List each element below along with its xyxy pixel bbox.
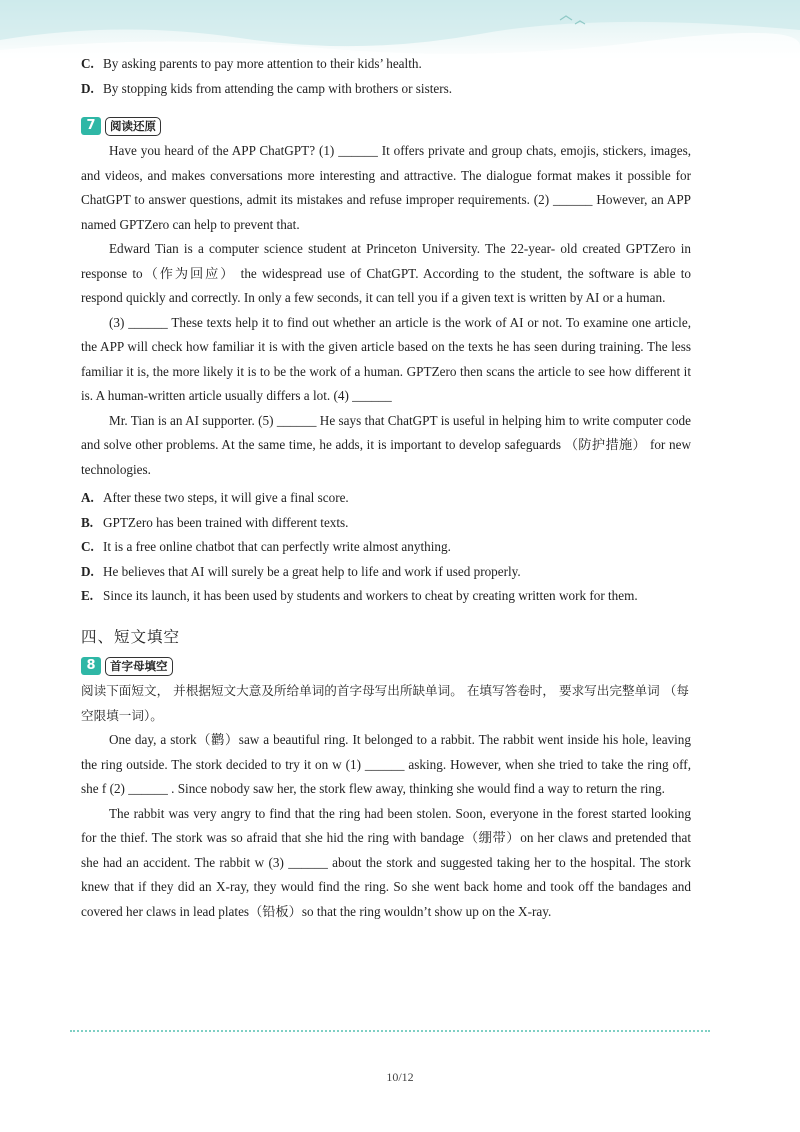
q7-paragraph-2: Edward Tian is a computer science student at Princeton University. The 22-year- old created GPTZero in response to（作为回应） the widespread use of ChatGPT. According to the student, the software is able to respond quickly and correctly. In only a few seconds, it can tell you if a given text is written by AI or a human.	[81, 241, 691, 305]
q7-option-b	[81, 511, 691, 536]
q8-paragraph-1: One day, a stork（鹳）saw a beautiful ring. It belonged to a rabbit. The rabbit went inside his hole, leaving the ring outside. The stork decided to try it on w (1) ______ asking. However, when she tried to take the ring off, she f (2) ______ . Since nobody saw her, the stork flew away, thinking she would find a way to return the ring.	[81, 732, 691, 796]
option-letter: A.	[81, 490, 94, 505]
q7-paragraph-4: Mr. Tian is an AI supporter. (5) ______ He says that ChatGPT is useful in helping him to write computer code and solve other problems. At the same time, he adds, it is important to develop safeguards （防护措施） for new technologies.	[81, 412, 691, 477]
option-text: It is a free online chatbot that can perfectly write almost anything.	[103, 539, 451, 554]
option-text: After these two steps, it will give a final score.	[103, 490, 349, 505]
option-letter: C.	[81, 56, 94, 71]
question-type-label: 首字母填空	[105, 657, 173, 676]
q7-paragraph-3: (3) ______ These texts help it to find out whether an article is the work of AI or not. To examine one article, the APP will check how familiar it is with the given article based on the texts he has seen during training. The less familiar it is, the more likely it is to be the work of a human. GPTZero then scans the article to see how different it is. A human-written article usually differs a lot. (4) ______	[81, 314, 691, 403]
option-letter: D.	[81, 80, 94, 96]
option-text: Since its launch, it has been used by students and workers to cheat by creating written work for them.	[103, 588, 638, 603]
q8-header	[81, 655, 691, 677]
q7-header	[81, 115, 691, 137]
question-number-badge: 7	[81, 117, 101, 135]
option-letter: E.	[81, 588, 94, 603]
page-number: 10/12	[386, 1070, 414, 1084]
q8-paragraph-2: The rabbit was very angry to find that the ring had been stolen. Soon, everyone in the forest started looking for the thief. The stork was so afraid that she hid the ring with bandage（绷带）on her claws and pretended that she had an accident. The rabbit w (3) ______ about the stork and suggested taking her to the hospital. The stork knew that if they did an X-ray, they would find the ring. So she went back home and took off the bandages and covered her claws in lead plates（铅板）so that the ring wouldn’t show up on the X-ray.	[81, 805, 691, 919]
q7-option-d	[81, 560, 691, 585]
option-letter: B.	[81, 514, 94, 530]
q7-option-a	[81, 486, 691, 511]
q7-paragraph-1: Have you heard of the APP ChatGPT? (1) ______ It offers private and group chats, emojis, stickers, images, and videos, and makes conversations more interesting and attractive. The dialogue format makes it possible for ChatGPT to answer questions, admit its mistakes and refuse improper requirements. (2) ______ However, an APP named GPTZero can help to prevent that.	[81, 143, 691, 232]
option-d-prev	[81, 77, 691, 102]
question-number-badge: 8	[81, 657, 101, 675]
option-text: He believes that AI will surely be a great help to life and work if used properly.	[103, 563, 521, 579]
option-text: By stopping kids from attending the camp with brothers or sisters.	[103, 80, 453, 96]
question-type-label: 阅读还原	[105, 117, 161, 136]
q8-instruction: 阅读下面短文， 并根据短文大意及所给单词的首字母写出所缺单词。 在填写答卷时， 要求写出完整单词 （每空限填一词）。	[81, 683, 689, 723]
part-title: 四、短文填空	[81, 627, 181, 646]
page-content	[81, 52, 691, 924]
option-letter: C.	[81, 539, 94, 554]
option-text: GPTZero has been trained with different texts.	[103, 514, 349, 530]
option-text: By asking parents to pay more attention to their kids’ health.	[103, 56, 422, 71]
option-c-prev	[81, 52, 691, 77]
q7-option-c	[81, 535, 691, 560]
q7-option-e	[81, 584, 691, 609]
option-letter: D.	[81, 563, 94, 579]
footer-divider	[70, 1030, 710, 1032]
